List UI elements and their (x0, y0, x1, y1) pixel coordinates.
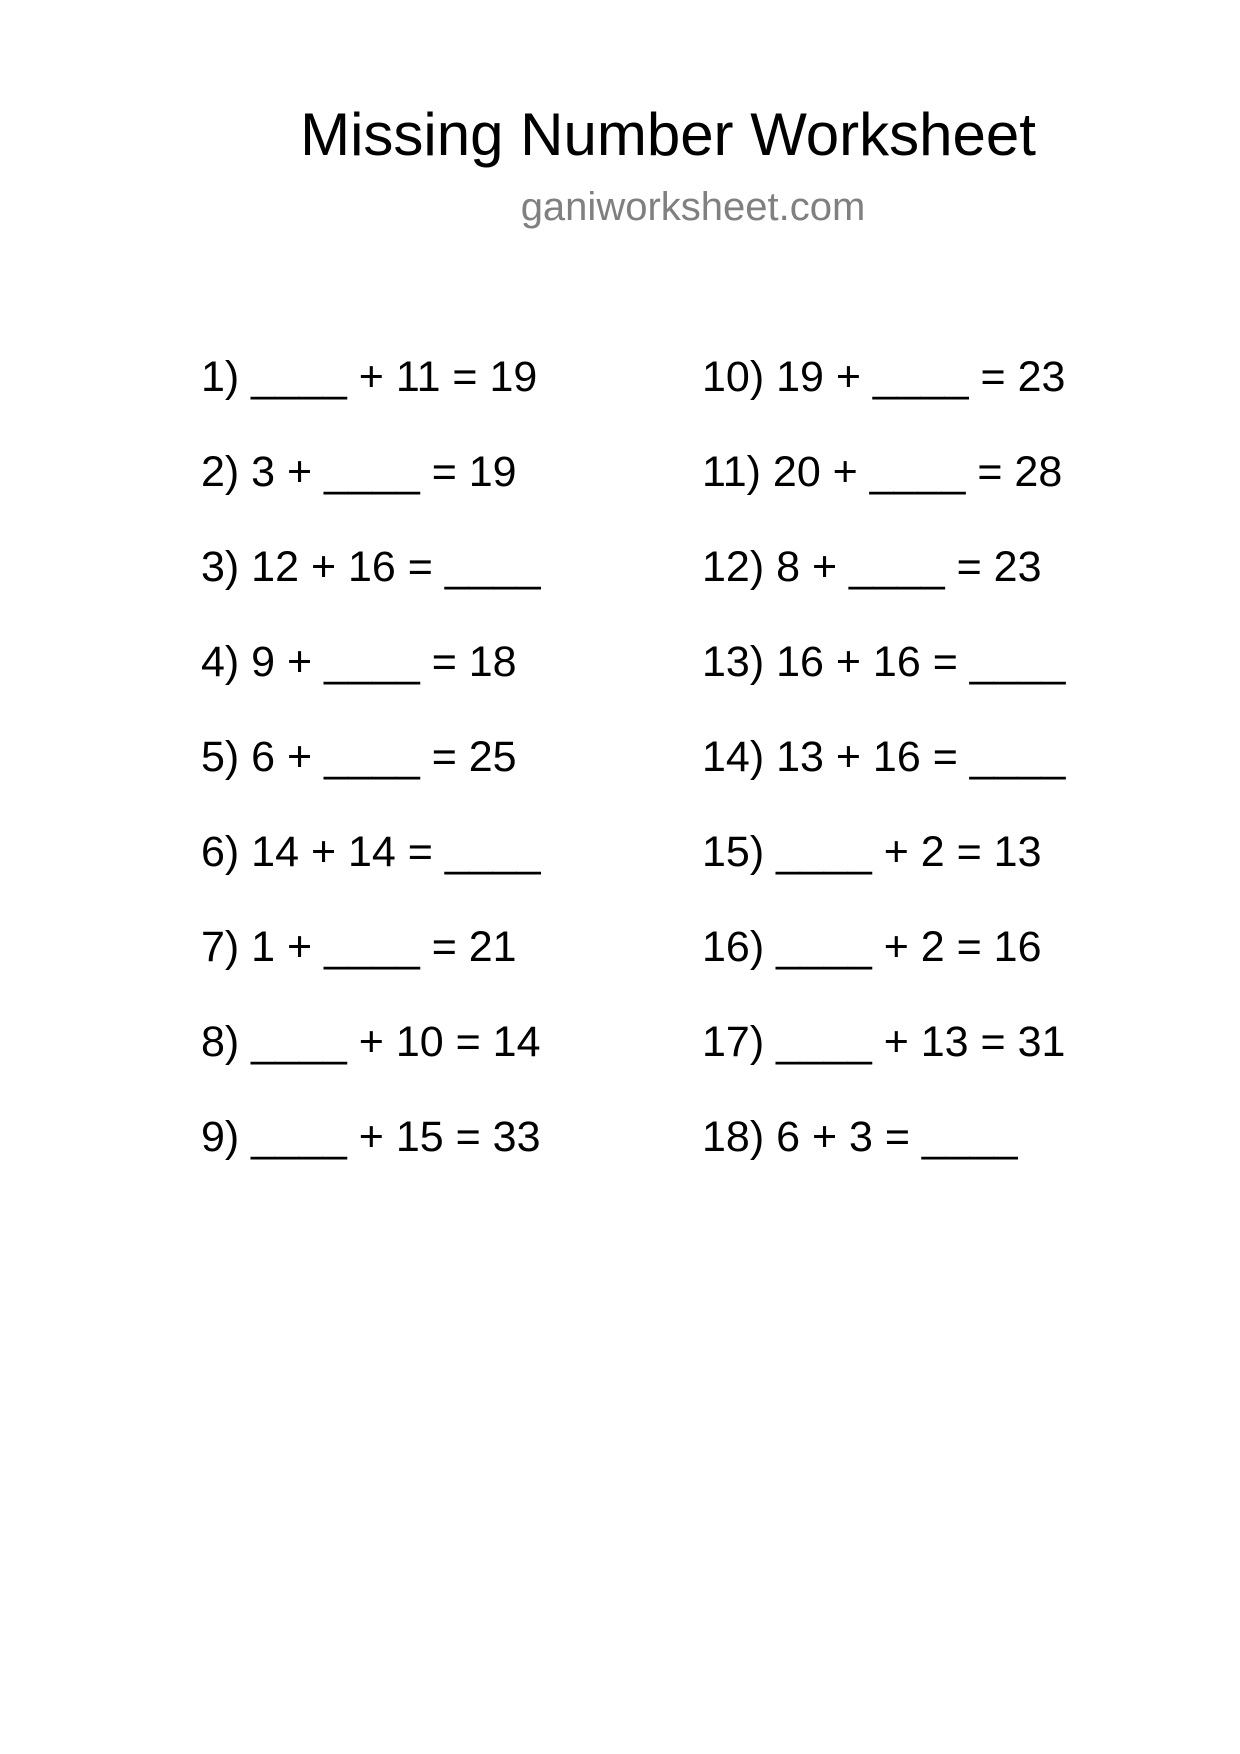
problem-6: 6) 14 + 14 = ____ (201, 828, 541, 876)
problem-18: 18) 6 + 3 = ____ (702, 1113, 1018, 1161)
problems-column-left (201, 330, 541, 1185)
problem-16: 16) ____ + 2 = 16 (702, 923, 1042, 971)
problem-7: 7) 1 + ____ = 21 (201, 923, 517, 971)
problem-17: 17) ____ + 13 = 31 (702, 1018, 1066, 1066)
problems-column-right (702, 330, 1065, 1185)
problem-2: 2) 3 + ____ = 19 (201, 448, 517, 496)
problem-5: 5) 6 + ____ = 25 (201, 733, 517, 781)
worksheet-title: Missing Number Worksheet (300, 101, 1036, 168)
problem-12: 12) 8 + ____ = 23 (702, 543, 1042, 591)
problem-3: 3) 12 + 16 = ____ (201, 543, 541, 591)
problem-14: 14) 13 + 16 = ____ (702, 733, 1066, 781)
problem-10: 10) 19 + ____ = 23 (702, 353, 1066, 401)
problem-8: 8) ____ + 10 = 14 (201, 1018, 541, 1066)
problem-15: 15) ____ + 2 = 13 (702, 828, 1042, 876)
problem-11: 11) 20 + ____ = 28 (702, 448, 1063, 496)
problem-9: 9) ____ + 15 = 33 (201, 1113, 541, 1161)
problem-4: 4) 9 + ____ = 18 (201, 638, 517, 686)
problem-13: 13) 16 + 16 = ____ (702, 638, 1066, 686)
website-subtitle: ganiworksheet.com (520, 185, 866, 229)
problem-1: 1) ____ + 11 = 19 (201, 353, 538, 401)
